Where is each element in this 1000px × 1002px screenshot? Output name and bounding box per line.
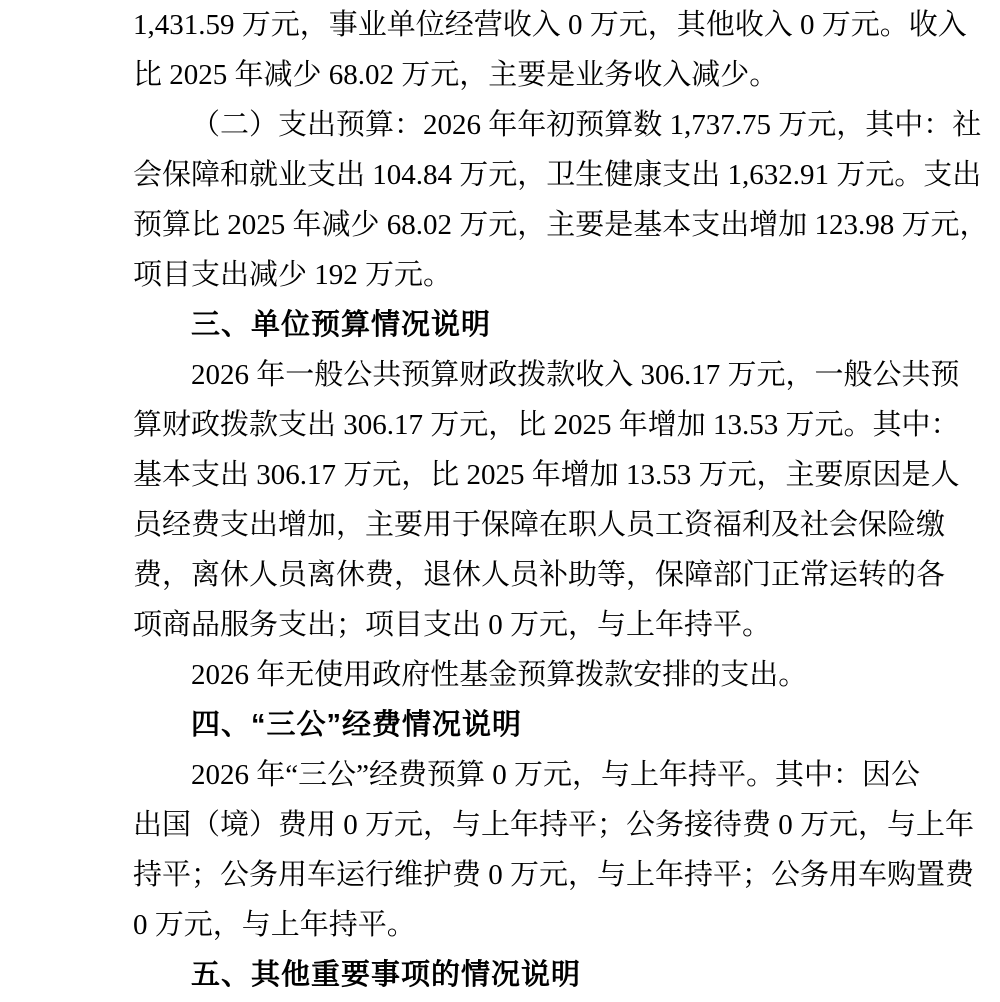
text-line: 基本支出 306.17 万元，比 2025 年增加 13.53 万元，主要原因是人 bbox=[133, 459, 960, 491]
text-line: 2026 年无使用政府性基金预算拨款安排的支出。 bbox=[191, 659, 808, 691]
paragraph-fiscal-appropriation bbox=[133, 350, 960, 650]
text-line: 2026 年一般公共预算财政拨款收入 306.17 万元，一般公共预 bbox=[191, 359, 960, 391]
text-line: 会保障和就业支出 104.84 万元，卫生健康支出 1,632.91 万元。支出 bbox=[133, 159, 982, 191]
heading-section-five-other-matters: 五、其他重要事项的情况说明 bbox=[191, 959, 582, 991]
text-line: 1,431.59 万元，事业单位经营收入 0 万元，其他收入 0 万元。收入 bbox=[133, 9, 967, 41]
text-line: 项商品服务支出；项目支出 0 万元，与上年持平。 bbox=[133, 609, 772, 641]
paragraph-government-fund bbox=[133, 650, 910, 700]
heading-section-three-unit-budget: 三、单位预算情况说明 bbox=[191, 309, 492, 341]
text-line: （二）支出预算：2026 年年初预算数 1,737.75 万元，其中：社 bbox=[191, 109, 982, 141]
text-line: 持平；公务用车运行维护费 0 万元，与上年持平；公务用车购置费 bbox=[133, 859, 975, 891]
paragraph-revenue-continuation bbox=[133, 0, 967, 100]
document-page bbox=[133, 0, 989, 1000]
text-line: 出国（境）费用 0 万元，与上年持平；公务接待费 0 万元，与上年 bbox=[133, 809, 975, 841]
text-line: 费，离休人员离休费，退休人员补助等，保障部门正常运转的各 bbox=[133, 559, 946, 591]
heading-section-four-three-public-funds: 四、“三公”经费情况说明 bbox=[191, 709, 523, 741]
paragraph-expenditure-budget bbox=[133, 100, 989, 300]
text-line: 2026 年“三公”经费预算 0 万元，与上年持平。其中：因公 bbox=[191, 759, 920, 791]
text-line: 预算比 2025 年减少 68.02 万元，主要是基本支出增加 123.98 万元， bbox=[133, 209, 989, 241]
paragraph-three-public-funds bbox=[133, 750, 975, 950]
text-line: 0 万元，与上年持平。 bbox=[133, 909, 416, 941]
text-line: 算财政拨款支出 306.17 万元，比 2025 年增加 13.53 万元。其中： bbox=[133, 409, 960, 441]
text-line: 员经费支出增加，主要用于保障在职人员工资福利及社会保险缴 bbox=[133, 509, 946, 541]
text-line: 项目支出减少 192 万元。 bbox=[133, 259, 453, 291]
text-line: 比 2025 年减少 68.02 万元，主要是业务收入减少。 bbox=[133, 59, 779, 91]
